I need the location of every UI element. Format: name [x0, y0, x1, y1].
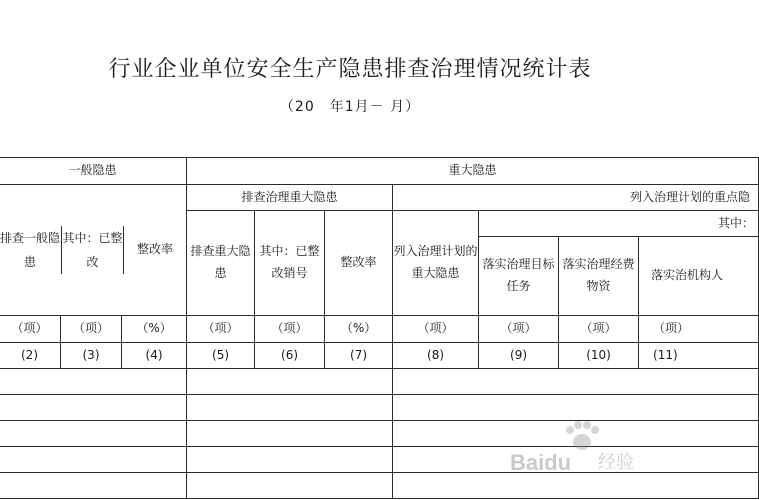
col-10-label: 落实治理经费物资	[559, 237, 639, 316]
data-cell[interactable]	[187, 421, 393, 447]
page-title: 行业企业单位安全生产隐患排查治理情况统计表	[108, 57, 592, 82]
group-general-hazards: 一般隐患	[0, 158, 187, 185]
group-of-which: 其中：	[479, 211, 759, 237]
data-cell[interactable]	[0, 447, 187, 473]
data-cell[interactable]	[0, 395, 187, 421]
col-8-label: 列入治理计划的重大隐患	[393, 211, 479, 316]
unit-cell: （项）	[61, 316, 122, 343]
unit-cell: （项）	[187, 316, 255, 343]
unit-cell: （%）	[325, 316, 393, 343]
unit-cell: （%）	[122, 316, 187, 343]
column-number: (2)	[0, 343, 61, 369]
column-number: (10)	[559, 343, 639, 369]
data-cell[interactable]	[0, 369, 187, 395]
group-planned-hazards: 列入治理计划的重点隐	[393, 185, 759, 211]
column-number: (9)	[479, 343, 559, 369]
column-number: (8)	[393, 343, 479, 369]
watermark-suffix: 经验	[598, 452, 634, 473]
header-row-1	[0, 158, 759, 185]
column-number: (7)	[325, 343, 393, 369]
unit-cell: （项）	[0, 316, 61, 343]
paw-icon	[562, 420, 602, 452]
data-cell[interactable]	[187, 395, 393, 421]
column-number: (3)	[61, 343, 122, 369]
col-4-label: 整改率	[137, 242, 174, 257]
unit-cell: （项）	[639, 316, 759, 343]
col-2-label: 排查一般隐患	[0, 226, 62, 274]
column-number: (5)	[187, 343, 255, 369]
column-number: (4)	[122, 343, 187, 369]
col-general-investigated	[0, 185, 187, 316]
group-major-hazards: 重大隐患	[187, 158, 759, 185]
unit-cell: （项）	[559, 316, 639, 343]
data-cell[interactable]	[0, 421, 187, 447]
col-7-label: 整改率	[325, 211, 393, 316]
column-number: (6)	[255, 343, 325, 369]
baidu-jingyan-watermark	[510, 420, 680, 480]
column-number: (11)	[639, 343, 759, 369]
col-5-label: 排查重大隐患	[187, 211, 255, 316]
watermark-brand: Baidu	[510, 450, 572, 475]
data-cell[interactable]	[393, 395, 759, 421]
data-cell[interactable]	[187, 473, 393, 499]
data-cell[interactable]	[187, 447, 393, 473]
unit-cell: （项）	[393, 316, 479, 343]
unit-cell: （项）	[255, 316, 325, 343]
data-cell[interactable]	[393, 369, 759, 395]
units-row	[0, 316, 759, 343]
column-number-row	[0, 343, 759, 369]
header-row-2	[0, 185, 759, 211]
data-row	[0, 395, 759, 421]
col-6-label: 其中：已整改销号	[255, 211, 325, 316]
group-major-investigated: 排查治理重大隐患	[187, 185, 393, 211]
data-cell[interactable]	[187, 369, 393, 395]
data-cell[interactable]	[0, 473, 187, 499]
col-9-label: 落实治理目标任务	[479, 237, 559, 316]
period-subtitle: （20 年1月－ 月）	[279, 99, 421, 115]
unit-cell: （项）	[479, 316, 559, 343]
col-11-label: 落实治机构人	[639, 237, 759, 316]
data-row	[0, 369, 759, 395]
col-3-label: 其中：已整改	[62, 226, 124, 274]
